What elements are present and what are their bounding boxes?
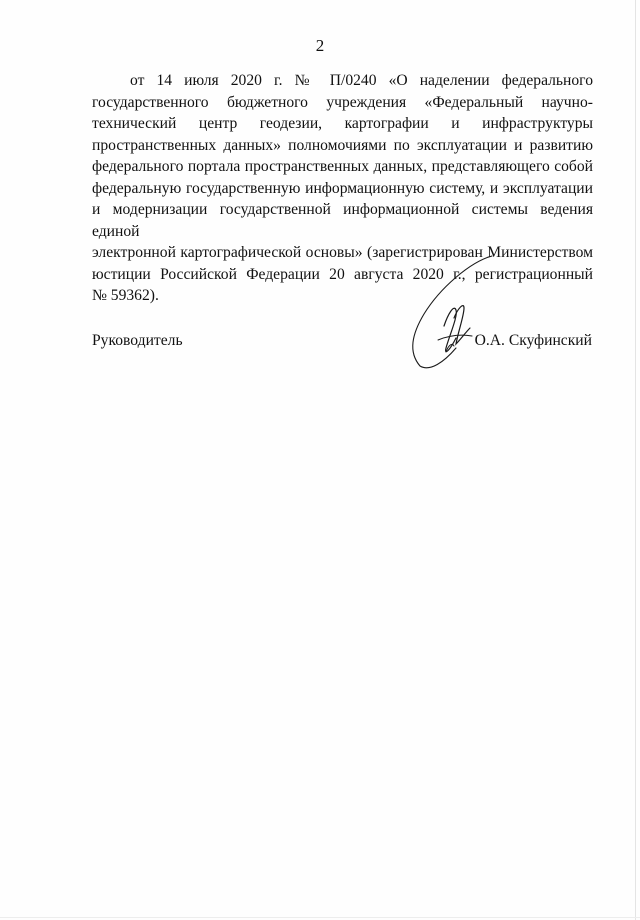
paragraph-line: и модернизации государственной информационной системы ведения единой bbox=[92, 201, 593, 240]
signatory-name: О.А. Скуфинский bbox=[474, 332, 592, 349]
scan-edge-bottom bbox=[0, 917, 640, 918]
paragraph-line: пространственных данных» полномочиями по эксплуатации и развитию bbox=[92, 136, 593, 154]
paragraph-line: юстиции Российской Федерации 20 августа 2020 г., регистрационный bbox=[92, 265, 593, 283]
paragraph-line: от 14 июля 2020 г. № П/0240 «О наделении федерального bbox=[130, 72, 593, 89]
page-number: 2 bbox=[315, 36, 325, 55]
paragraph-line: электронной картографической основы» (зарегистрирован Министерством bbox=[92, 244, 593, 261]
paragraph-line: федерального портала пространственных данных, представляющего собой bbox=[92, 158, 593, 175]
paragraph-line: государственного бюджетного учреждения «Федеральный научно- bbox=[92, 93, 593, 111]
paragraph-line: технический центр геодезии, картографии и инфраструктуры bbox=[92, 115, 593, 132]
handwritten-signature bbox=[400, 252, 500, 372]
scan-edge-right bbox=[635, 0, 636, 920]
signatory-title: Руководитель bbox=[92, 332, 183, 349]
body-paragraph bbox=[92, 70, 593, 307]
paragraph-line: № 59362). bbox=[92, 287, 159, 304]
paragraph-line: федеральную государственную информационную систему, и эксплуатации bbox=[92, 179, 593, 197]
